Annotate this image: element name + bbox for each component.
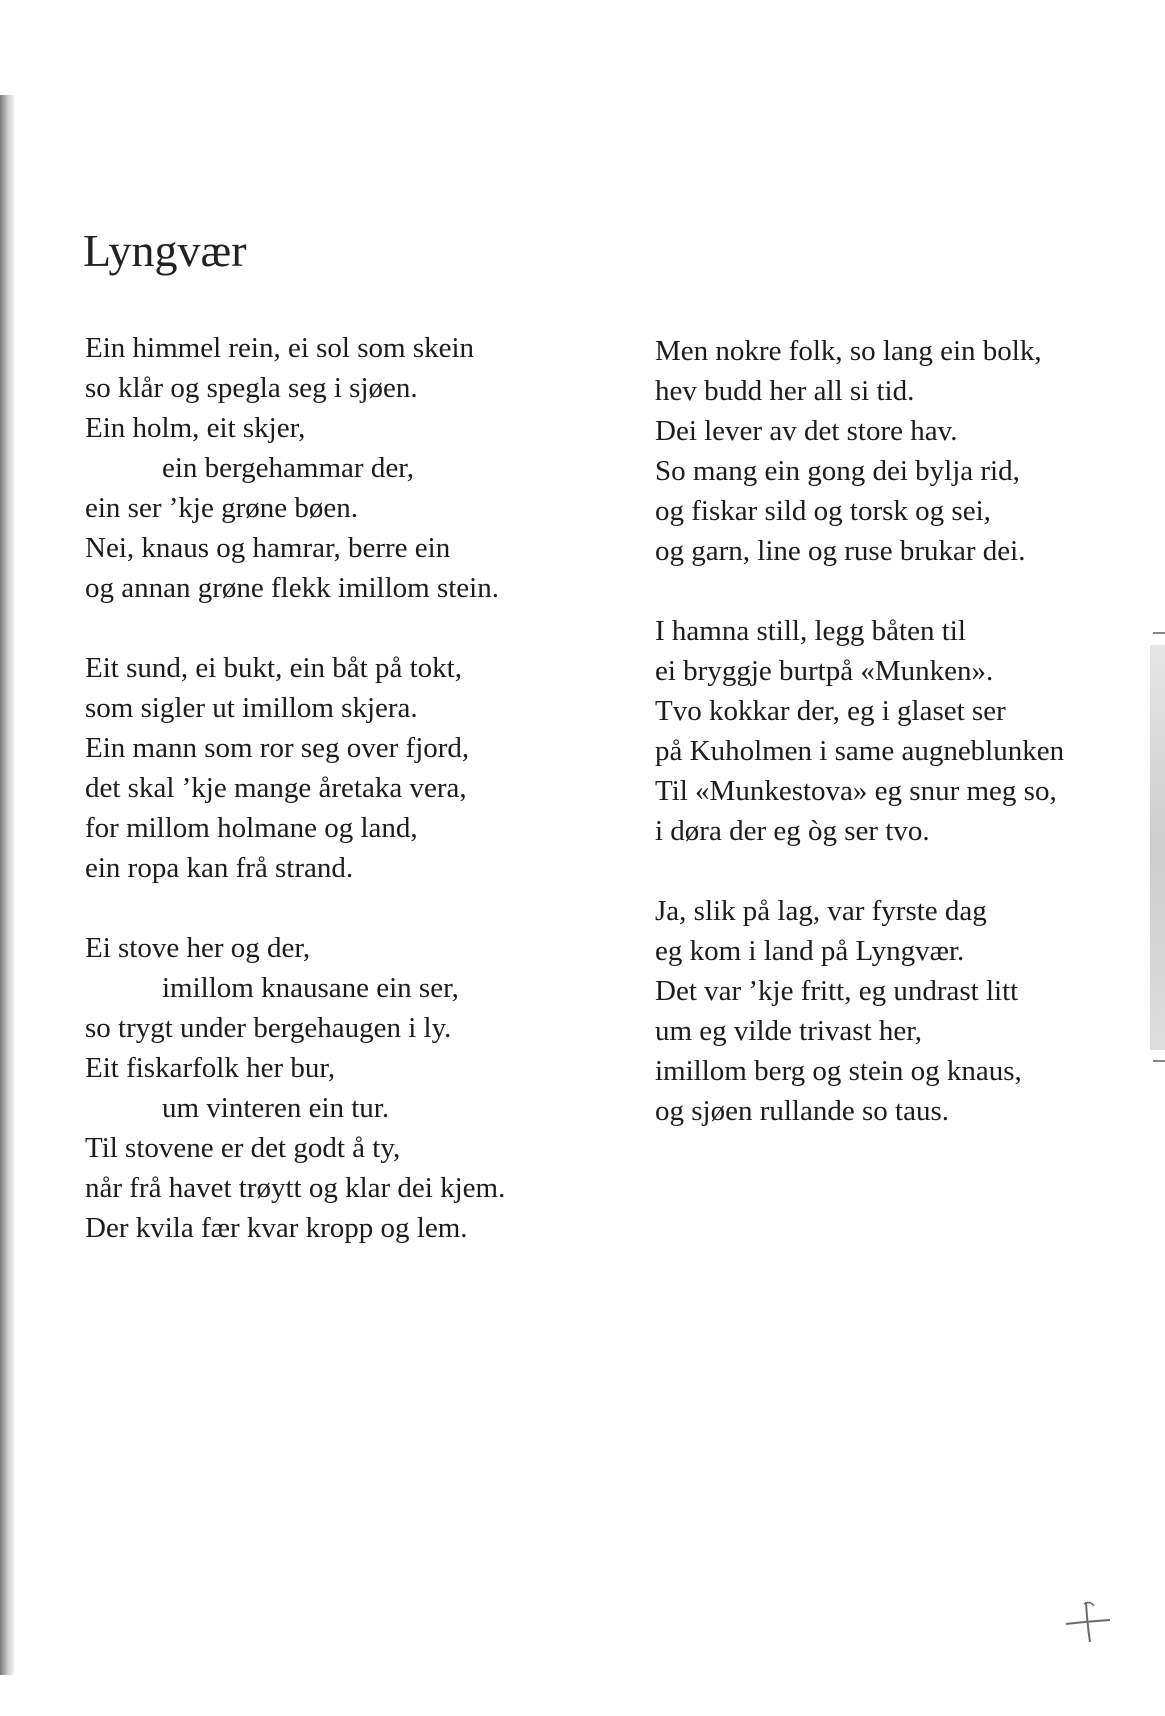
edge-tick-mark <box>1153 632 1165 634</box>
poem-line: eg kom i land på Lyngvær. <box>655 935 965 967</box>
stanza <box>85 928 505 1248</box>
poem-line: og fiskar sild og torsk og sei, <box>655 495 991 527</box>
poem-line: på Kuholmen i same augneblunken <box>655 735 1065 767</box>
poem-title: Lyngvær <box>83 225 247 276</box>
stanza <box>655 891 1064 1131</box>
poem-line: Ein holm, eit skjer, <box>85 412 306 444</box>
poem-line: ein ropa kan frå strand. <box>85 852 354 884</box>
poem-line: imillom berg og stein og knaus, <box>655 1055 1022 1087</box>
poem-line: Eit fiskarfolk her bur, <box>85 1052 336 1084</box>
poem-line: for millom holmane og land, <box>85 812 418 844</box>
poem-line: So mang ein gong dei bylja rid, <box>655 455 1020 487</box>
poem-line: I hamna still, legg båten til <box>655 615 966 647</box>
poem-line: Der kvila fær kvar kropp og lem. <box>85 1212 468 1244</box>
poem-line: Dei lever av det store hav. <box>655 415 958 447</box>
poem-line: Til stovene er det godt å ty, <box>85 1132 401 1164</box>
poem-line: Ein mann som ror seg over fjord, <box>85 732 470 764</box>
book-spine-shadow <box>0 95 14 1675</box>
poem-line: Ja, slik på lag, var fyrste dag <box>655 895 987 927</box>
poem-line: ein bergehammar der, <box>162 452 414 484</box>
poem-line: so klår og spegla seg i sjøen. <box>85 372 418 404</box>
poem-line: imillom knausane ein ser, <box>162 972 459 1004</box>
poem-line: ei bryggje burtpå «Munken». <box>655 655 994 687</box>
poem-line: Men nokre folk, so lang ein bolk, <box>655 335 1042 367</box>
handwritten-pencil-mark <box>1060 1592 1120 1652</box>
poem-line: hev budd her all si tid. <box>655 375 915 407</box>
poem-line: so trygt under bergehaugen i ly. <box>85 1012 452 1044</box>
adjacent-page-strip <box>1150 645 1165 1050</box>
poem-line: um eg vilde trivast her, <box>655 1015 923 1047</box>
poem-line: ein ser ’kje grøne bøen. <box>85 492 358 524</box>
stanza <box>655 611 1064 851</box>
poem-line: og sjøen rullande so taus. <box>655 1095 949 1127</box>
poem-line: Tvo kokkar der, eg i glaset ser <box>655 695 1006 727</box>
poem-line: når frå havet trøytt og klar dei kjem. <box>85 1172 506 1204</box>
stanza <box>85 648 505 888</box>
poem-line: Ei stove her og der, <box>85 932 311 964</box>
poem-line: det skal ’kje mange åretaka vera, <box>85 772 467 804</box>
edge-tick-mark <box>1153 1060 1165 1062</box>
poem-line: og garn, line og ruse brukar dei. <box>655 535 1026 567</box>
poem-line: som sigler ut imillom skjera. <box>85 692 418 724</box>
poem-line: Nei, knaus og hamrar, berre ein <box>85 532 451 564</box>
stanza <box>85 328 505 608</box>
poem-line: Ein himmel rein, ei sol som skein <box>85 332 475 364</box>
poem-line: og annan grøne flekk imillom stein. <box>85 572 499 604</box>
poem-line: Til «Munkestova» eg snur meg so, <box>655 775 1057 807</box>
poem-left-column <box>85 328 505 1288</box>
poem-line: Det var ’kje fritt, eg undrast litt <box>655 975 1019 1007</box>
poem-right-column <box>655 331 1064 1171</box>
poem-line: um vinteren ein tur. <box>162 1092 390 1124</box>
stanza <box>655 331 1064 571</box>
poem-line: i døra der eg òg ser tvo. <box>655 815 930 847</box>
poem-line: Eit sund, ei bukt, ein båt på tokt, <box>85 652 462 684</box>
